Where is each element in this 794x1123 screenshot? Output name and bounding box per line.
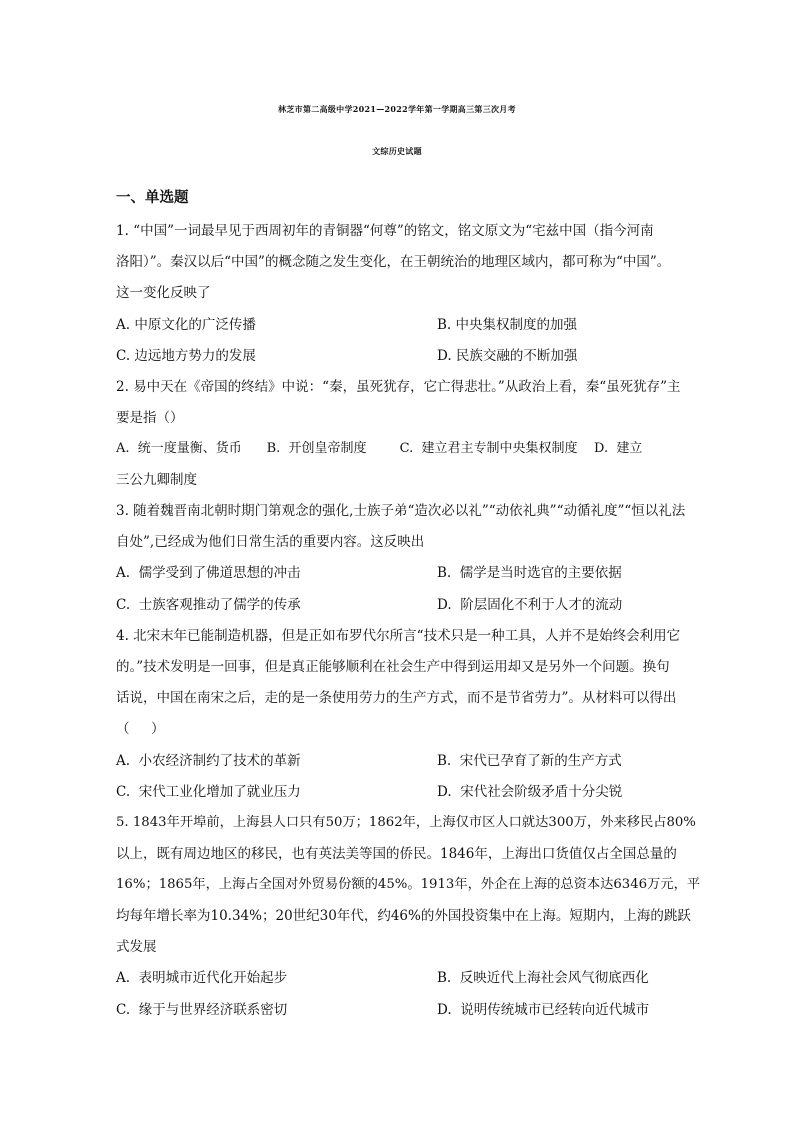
q2-stem-line2: 要是指（） (116, 410, 184, 426)
q1-option-a: A. 中原文化的广泛传播 (116, 317, 256, 333)
q4-stem-line2: 的。”技术发明是一回事，但是真正能够顺利在社会生产中得到运用却又是另外一个问题。换句 (116, 659, 670, 675)
q1-option-c: C. 边远地方势力的发展 (116, 348, 256, 364)
q5-stem-line4: 均每年增长率为10.34%；20世纪30年代，约46%的外国投资集中在上海。短期内，上海的跳跃 (116, 908, 691, 924)
q5-option-c: C. 缘于与世界经济联系密切 (116, 1002, 288, 1018)
q1-stem-line3: 这一变化反映了 (116, 285, 211, 301)
q5-stem-line1: 5. 1843年开埠前，上海县人口只有50万；1862年，上海仅市区人口就达300万，外来移民占80% (116, 815, 696, 830)
q5-stem-line5: 式发展 (116, 939, 157, 955)
q3-option-b: B. 儒学是当时选官的主要依据 (437, 565, 622, 581)
q4-option-d: D. 宋代社会阶级矛盾十分尖锐 (437, 784, 623, 800)
q4-stem-line4: （ ） (116, 721, 165, 737)
q1-option-b: B. 中央集权制度的加强 (437, 317, 578, 333)
q5-option-b: B. 反映近代上海社会风气彻底西化 (437, 970, 649, 986)
q4-option-c: C. 宋代工业化增加了就业压力 (116, 784, 301, 800)
q2-options-line: A. 统一度量衡、货币 B. 开创皇帝制度 C. 建立君主专制中央集权制度 D. 建立 (116, 441, 643, 456)
section-heading: 一、单选题 (116, 190, 189, 206)
exam-subtitle: 文综历史试题 (372, 146, 422, 156)
exam-title: 林芝市第二高级中学2021—2022学年第一学期高三第三次月考 (278, 104, 516, 114)
q5-stem-line2: 以上，既有周边地区的移民，也有英法美等国的侨民。1846年，上海出口货值仅占全国总量的 (116, 846, 677, 862)
q2-stem-line1: 2. 易中天在《帝国的终结》中说：“秦，虽死犹存，它亡得悲壮。”从政治上看，秦“虽死犹存”主 (116, 379, 681, 395)
q4-stem-line3: 话说，中国在南宋之后，走的是一条使用劳力的生产方式，而不是节省劳力”。从材料可以得出 (116, 690, 677, 706)
q3-stem-line1: 3. 随着魏晋南北朝时期门第观念的强化,士族子弟“造次必以礼”“动依礼典”“动循礼度”“恒以礼法 (116, 503, 686, 519)
q1-stem-line2: 洛阳）”。秦汉以后“中国”的概念随之发生变化，在王朝统治的地理区域内，都可称为“中国”。 (116, 254, 671, 270)
q3-stem-line2: 自处”,已经成为他们日常生活的重要内容。这反映出 (116, 534, 425, 550)
q4-option-a: A. 小农经济制约了技术的革新 (116, 753, 301, 769)
q4-option-b: B. 宋代已孕育了新的生产方式 (437, 753, 622, 769)
q3-option-d: D. 阶层固化不利于人才的流动 (437, 597, 623, 613)
q2-options-cont: 三公九卿制度 (116, 472, 197, 488)
q5-option-d: D. 说明传统城市已经转向近代城市 (437, 1002, 650, 1018)
q1-option-d: D. 民族交融的不断加强 (437, 348, 578, 364)
q4-stem-line1: 4. 北宋末年已能制造机器，但是正如布罗代尔所言“技术只是一种工具，人并不是始终会利用它 (116, 628, 681, 644)
q5-stem-line3: 16%；1865年，上海占全国对外贸易份额的45%。1913年，外企在上海的总资本达6346万元，平 (116, 877, 701, 892)
q1-stem-line1: 1. “中国”一词最早见于西周初年的青铜器“何尊”的铭文，铭文原文为“宅兹中国（指今河南 (116, 223, 654, 239)
q5-option-a: A. 表明城市近代化开始起步 (116, 970, 288, 986)
q3-option-a: A. 儒学受到了佛道思想的冲击 (116, 565, 301, 581)
q3-option-c: C. 士族客观推动了儒学的传承 (116, 597, 301, 613)
